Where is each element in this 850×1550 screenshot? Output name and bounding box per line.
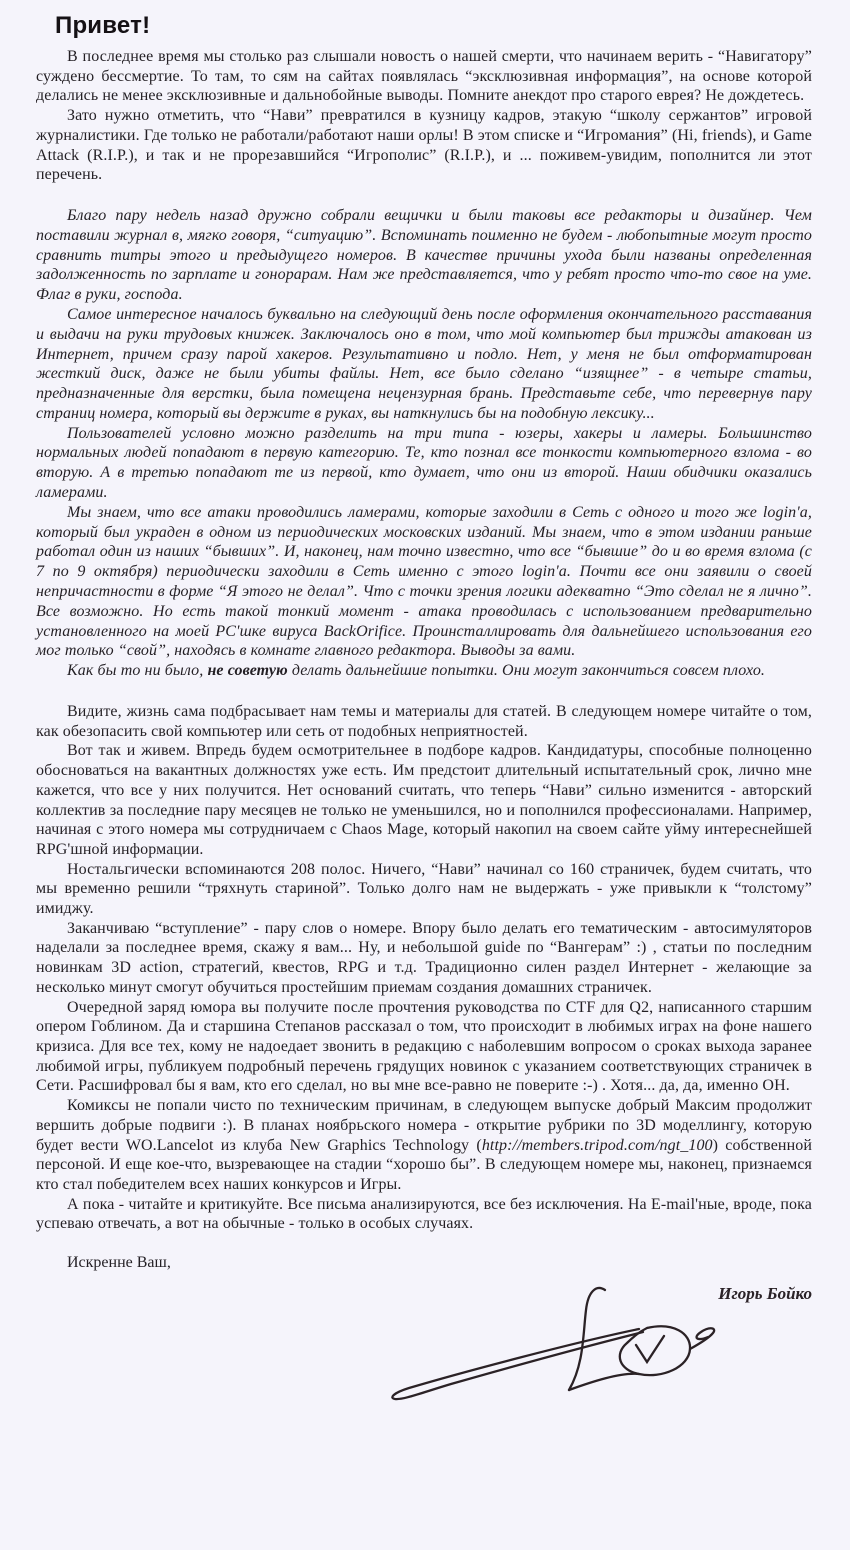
paragraph-text: Мы знаем, что все атаки проводились ламерами, которые заходили в Сеть с одного и того же login'a, который был украден в одном из периодических московских изданий. Мы знаем, что в этом издании раньше работал один из наших “бывших”. И, наконец, нам точно известно, что все “бывшие” до и во время взлома (с 7 по 9 октября) периодически заходили в Сеть именно с этого login'a. Почти все они заявили о своей непричастности в форме “Я этого не делал”. Что с точки зрения логики адекватно “Это сделал не я лично”. Все возможно. Но есть такой тонкий момент - атака проводилась с использованием предварительно установленного на моей PC'шке вируса BackOrifice. Проинсталлировать для дальнейшего использования его мог только “свой”, находясь в комнате главного редактора. Выводы за вами.	[36, 503, 812, 660]
section-gap	[36, 185, 812, 206]
intro-section	[36, 47, 812, 185]
paragraph-text: не советую	[207, 662, 288, 680]
paragraph-text: ) собственной персоной. И еще кое-что, вызревающее на стадии “хорошо бы”. В следующем номере мы, наконец, признаемся кто стал победителем всех наших конкурсов и Игры.	[36, 1136, 812, 1193]
paragraph-text: Комиксы не попали чисто по техническим причинам, в следующем выпуске добрый Максим продолжит вершить добрые подвиги :). В планах ноябрьского номера - открытие рубрики по 3D моделлингу, которую будет вести WO.Lancelot из клуба New Graphics Technology (	[36, 1097, 812, 1154]
paragraph	[36, 1195, 812, 1234]
paragraph-text: Как бы то ни было,	[67, 662, 208, 680]
paragraph-text: Очередной заряд юмора вы получите после прочтения руководства по CTF для Q2, написанного старшим опером Гоблином. Да и старшина Степанов рассказал о том, что происходит в любимых играх на фоне нашего кризиса. Для все тех, кому не надоедает звонить в редакцию с наболевшим вопросом о сроках выхода заранее любимой игры, публикуем подробный перечень грядущих новинок с указанием соответствующих страничек в Сети. Расшифровал бы я вам, кто его сделал, но вы мне все-равно не поверите :-) . Хотя... да, да, именно ОН.	[36, 998, 812, 1095]
paragraph	[36, 503, 812, 661]
paragraph-text: Ностальгически вспоминаются 208 полос. Ничего, “Нави” начинал со 160 страничек, будем считать, что мы временно решили “тряхнуть стариной”. Только долго нам не выдержать - уже привыкли к “толстому” имиджу.	[36, 860, 812, 918]
paragraph-text: Благо пару недель назад дружно собрали вещички и были таковы все редакторы и дизайнер. Чем поставили журнал в, мягко говоря, “ситуацию”. Вспоминать поименно не будем - любопытные могут просто сравнить титры этого и предыдущего номеров. В качестве причины ухода были названы определенная задолженность по зарплате и гонорарам. Нам же представляется, что у ребят просто что-то свое на уме. Флаг в руки, господа.	[36, 206, 812, 304]
paragraph	[36, 1096, 812, 1195]
signature-name: Игорь Бойко	[718, 1284, 812, 1304]
paragraph	[36, 741, 812, 859]
hacker-story-section	[36, 206, 812, 681]
outro-section	[36, 702, 812, 1234]
paragraph-text: Самое интересное началось буквально на следующий день после оформления окончательного расставания и выдачи на руки трудовых книжек. Заключалось оно в том, что мой компьютер был трижды атакован из Интернет, причем сразу парой хакеров. Результативно и подло. Нет, у меня не был отформатирован жесткий диск, даже не были убиты файлы. Нет, все было сделано “изящнее” - в четыре статьи, предназначенные для верстки, была помещена нецензурная брань. Представьте себе, что перевернув пару страниц номера, который вы держите в руках, вы наткнулись бы на подобную лексику...	[36, 305, 812, 422]
paragraph-text: http://members.tripod.com/ngt_100	[481, 1136, 713, 1154]
paragraph	[36, 919, 812, 998]
paragraph-text: В последнее время мы столько раз слышали новость о нашей смерти, что начинаем верить - “Навигатору” суждено бессмертие. То там, то сям на сайтах появлялась “эксклюзивная информация”, на основе которой делались не менее эксклюзивные и дальнобойные выводы. Помните анекдот про старого еврея? Не дождетесь.	[36, 48, 812, 105]
closing-line: Искренне Ваш,	[67, 1254, 171, 1272]
paragraph-text: делать дальнейшие попытки. Они могут закончиться совсем плохо.	[287, 662, 766, 680]
paragraph	[36, 860, 812, 919]
paragraph	[36, 424, 812, 503]
letter-footer	[36, 1254, 812, 1424]
paragraph	[36, 206, 812, 305]
paragraph-text: А пока - читайте и критикуйте. Все письма анализируются, все без исключения. На E-mail'ные, вроде, пока успеваю отвечать, а вот на обычные - только в особых случаях.	[36, 1195, 812, 1233]
signature-image	[381, 1282, 721, 1412]
paragraph-text: Заканчиваю “вступление” - пару слов о номере. Впору было делать его тематическим - автосимуляторов наделали за последнее время, скажу я вам... Ну, и небольшой guide по “Вангерам” :) , статьи по последним новинкам 3D action, стратегий, квестов, RPG и т.д. Традиционно силен раздел Интернет - желающие за несколько минут смогут обучиться простейшим приемам создания домашних страничек.	[36, 919, 812, 996]
paragraph	[36, 702, 812, 741]
paragraph	[36, 305, 812, 424]
page-title: Привет!	[55, 12, 151, 39]
paragraph-text: Пользователей условно можно разделить на три типа - юзеры, хакеры и ламеры. Большинство нормальных людей попадают в первую категорию. Те, кто познал все тонкости компьютерного взлома - во вторую. А в третью попадают те из первой, кто думает, что они из второй. Наши обидчики оказались ламерами.	[36, 424, 812, 502]
section-gap	[36, 681, 812, 702]
paragraph	[36, 661, 812, 681]
paragraph-text: Вот так и живем. Впредь будем осмотрительнее в подборе кадров. Кандидатуры, способные полноценно обосноваться на вакантных должностях уже есть. Им предстоит длительный испытательный срок, лично мне кажется, что все у них получится. Нет оснований считать, что теперь “Нави” сильно изменится - авторский коллектив за последние пару месяцев не только не уменьшился, но и пополнился профессионалами. Например, начиная с этого номера мы сотрудничаем с Chaos Mage, который накопил на своем сайте уйму интереснейшей RPG'шной информации.	[36, 742, 812, 858]
paragraph-text: Зато нужно отметить, что “Нави” превратился в кузницу кадров, этакую “школу сержантов” игровой журналистики. Где только не работали/работают наши орлы! В этом списке и “Игромания” (Hi, friends), и Game Attack (R.I.P.), и так и не прорезавшийся “Игрополис” (R.I.P.), и ... поживем-увидим, пополнится ли этот перечень.	[36, 107, 812, 184]
paragraph	[36, 998, 812, 1097]
paragraph	[36, 106, 812, 185]
paragraph	[36, 47, 812, 106]
paragraph-text: Видите, жизнь сама подбрасывает нам темы и материалы для статей. В следующем номере читайте о том, как обезопасить свой компьютер или сеть от подобных неприятностей.	[36, 703, 812, 740]
